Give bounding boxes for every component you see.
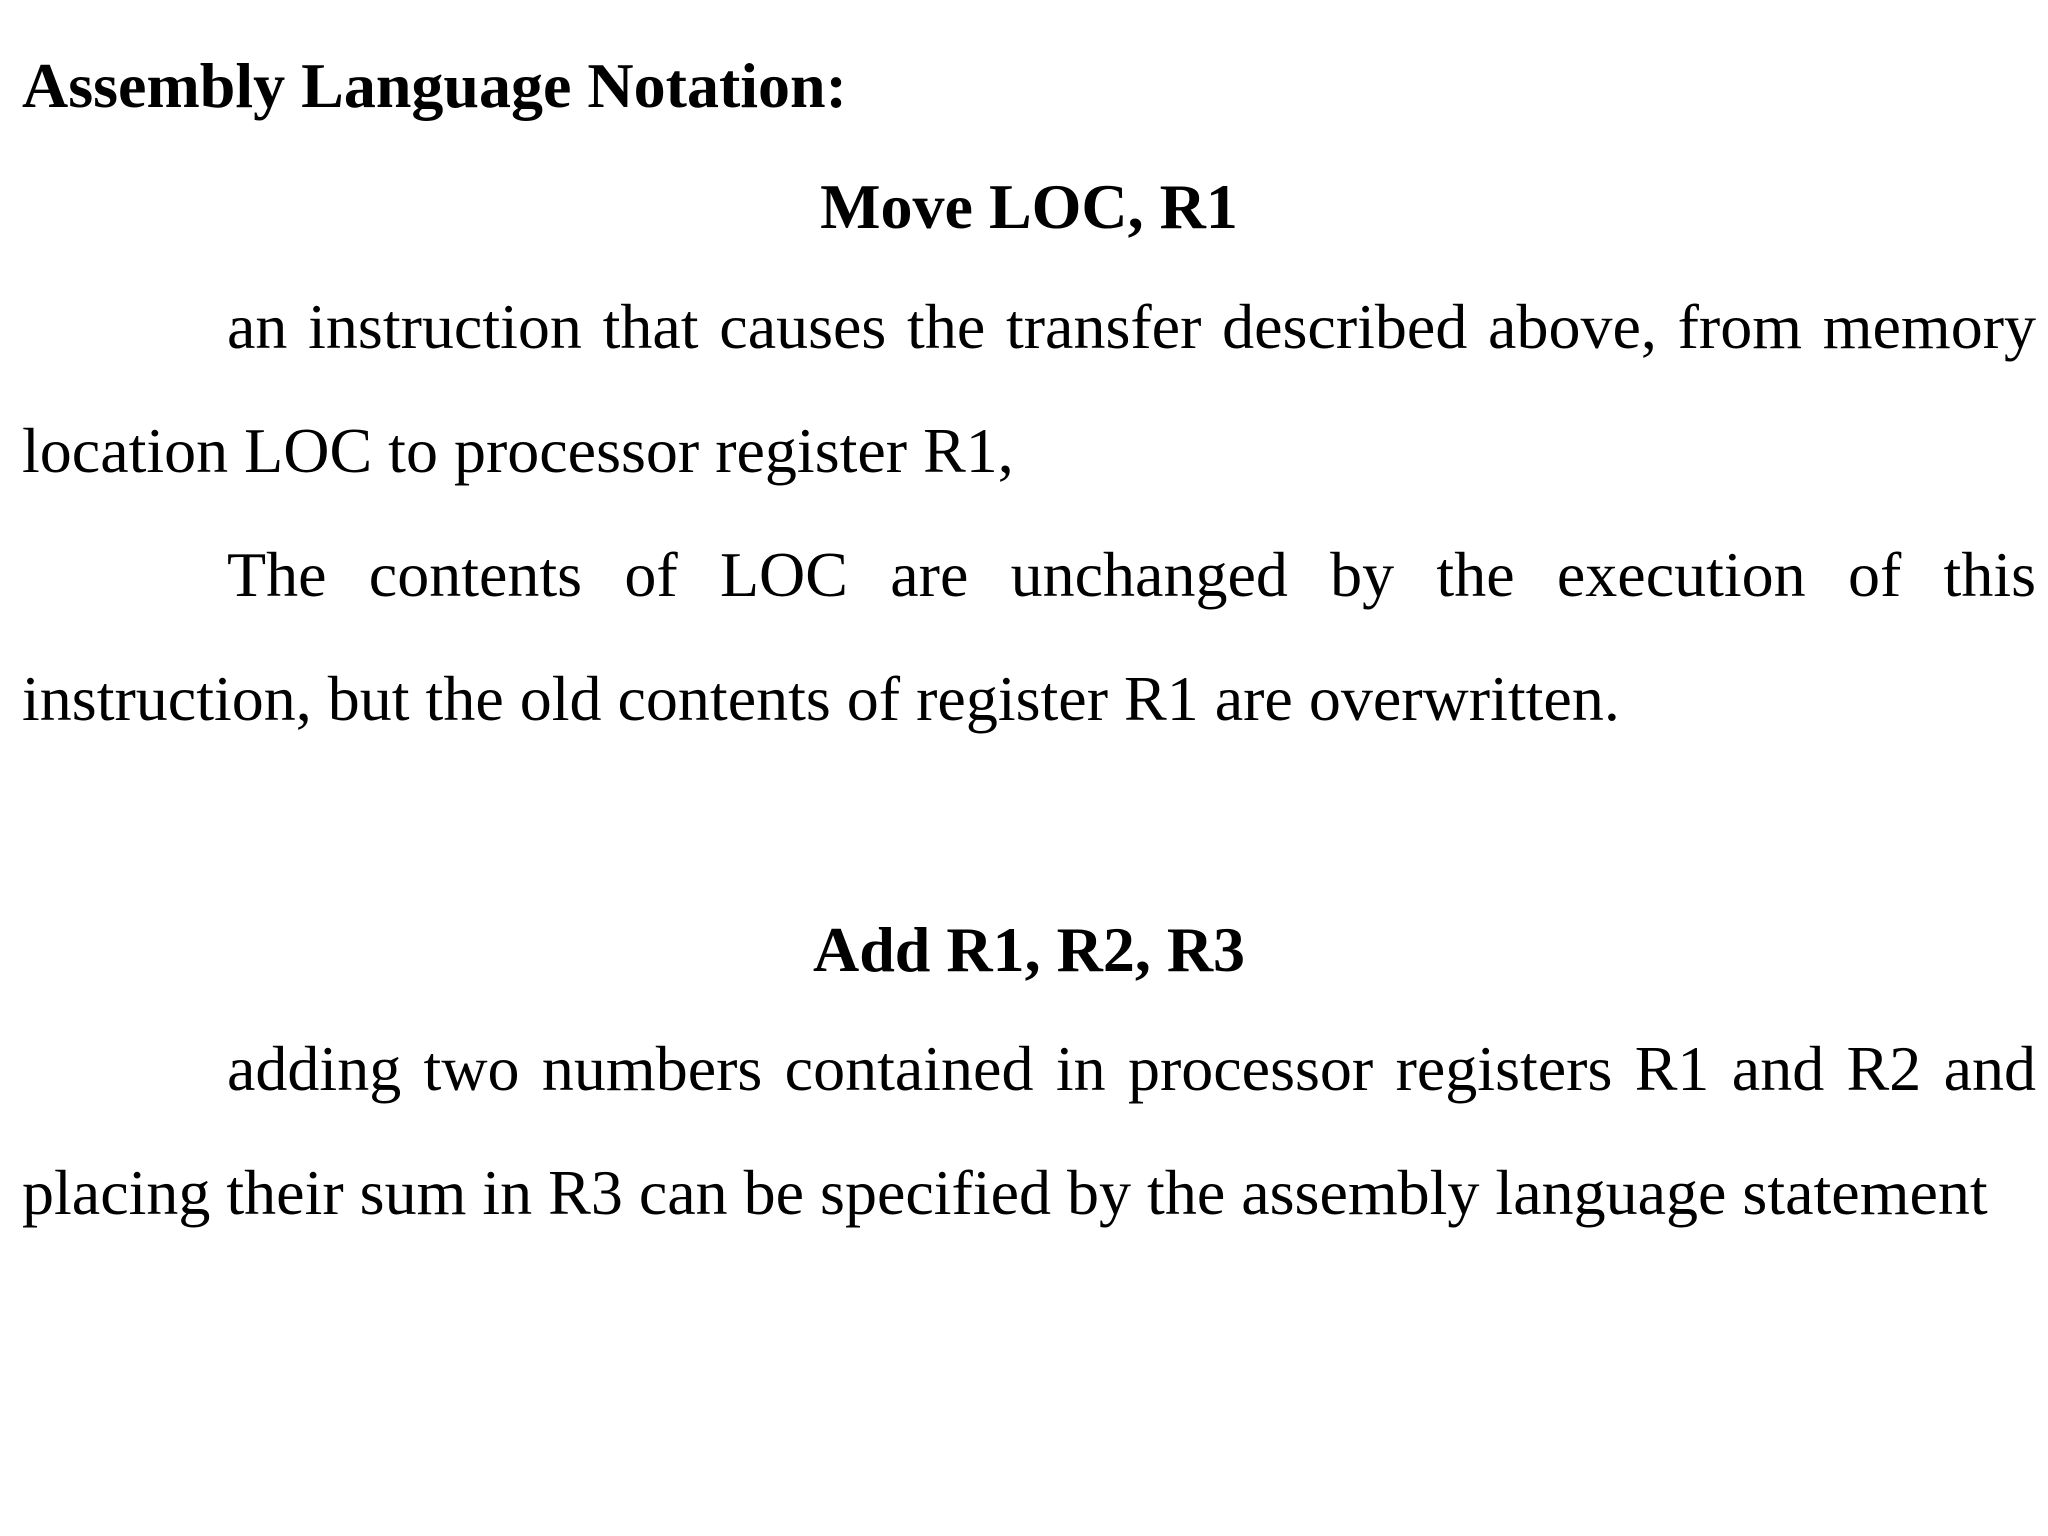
paragraph-move-effect: The contents of LOC are unchanged by the execution of this instruction, but the old contents of register R1 are overwritten. xyxy=(22,539,2036,734)
section-heading: Assembly Language Notation: xyxy=(22,50,847,121)
paragraph-move-description: an instruction that causes the transfer described above, from memory location LOC to processor register R1, xyxy=(22,291,2036,486)
instruction-move: Move LOC, R1 xyxy=(820,171,1238,242)
instruction-add: Add R1, R2, R3 xyxy=(812,914,1246,985)
paragraph-add-description: adding two numbers contained in processor registers R1 and R2 and placing their sum in R3 can be specified by the assembly language statement xyxy=(22,1033,2036,1228)
